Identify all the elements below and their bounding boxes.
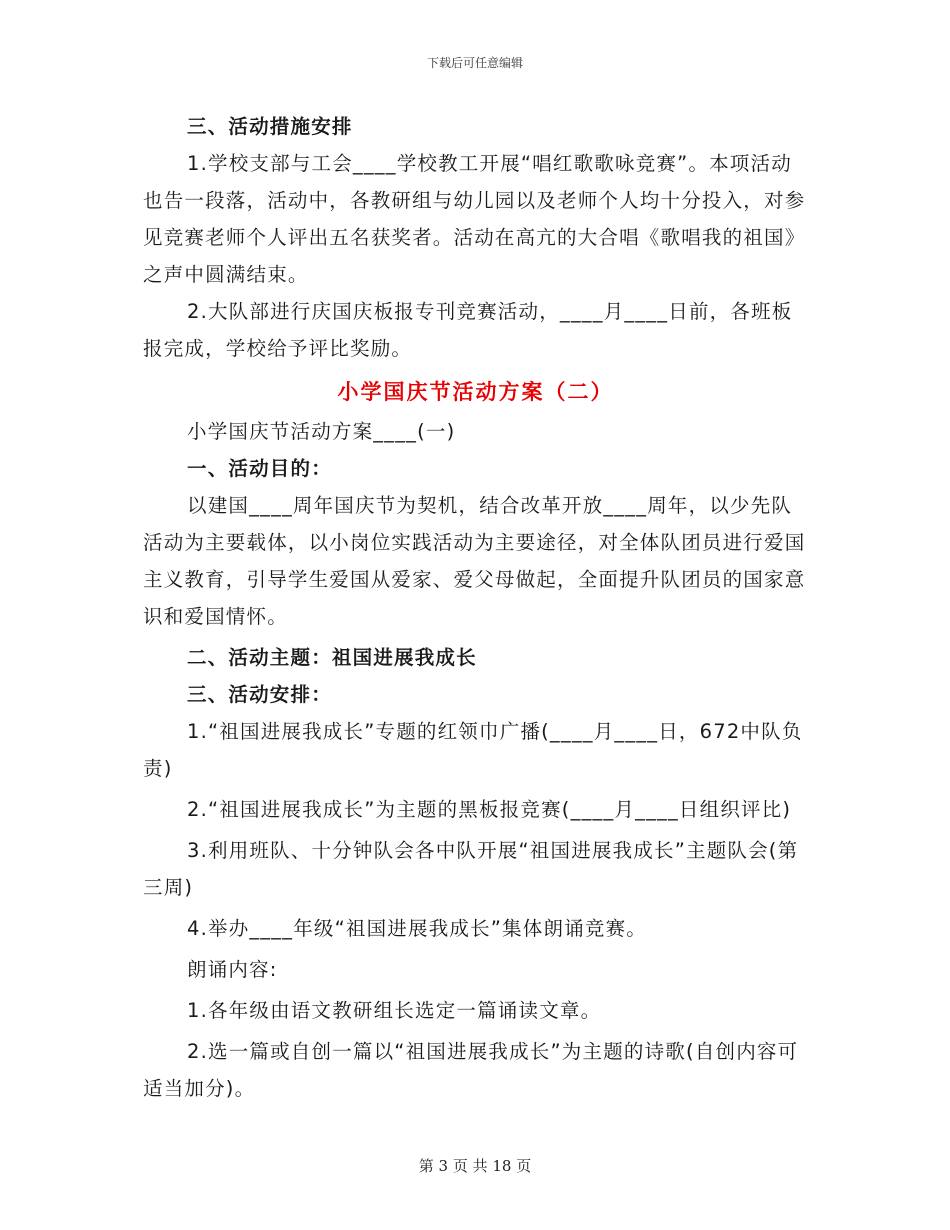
recite-item-1: 1.各年级由语文教研组长选定一篇诵读文章。 bbox=[187, 999, 602, 1022]
document-title: 小学国庆节活动方案（二） bbox=[337, 380, 614, 404]
arrangement-item-2: 2.“祖国进展我成长”为主题的黑板报竞赛(____月____日组织评比) bbox=[187, 798, 792, 821]
arrangement-item-3: 3.利用班队、十分钟队会各中队开展“祖国进展我成长”主题队会(第三周) bbox=[143, 839, 799, 899]
arrangement-item-1: 1.“祖国进展我成长”专题的红领巾广播(____月____日，672中队负责) bbox=[143, 720, 803, 780]
recite-item-2: 2.选一篇或自创一篇以“祖国进展我成长”为主题的诗歌(自创内容可适当加分)。 bbox=[143, 1040, 799, 1100]
arrangement-item-4: 4.举办____年级“祖国进展我成长”集体朗诵竞赛。 bbox=[187, 917, 648, 940]
header-note: 下载后可任意编辑 bbox=[426, 56, 523, 70]
paragraph-purpose: 以建国____周年国庆节为契机，结合改革开放____周年，以少先队活动为主要载体，以小岗位实践活动为主要途径，对全体队团员进行爱国主义教育，引导学生爱国从爱家、爱父母做起，全面提升队团员的国家意识和爱国情怀。 bbox=[143, 494, 806, 628]
paragraph-measure-1: 1.学校支部与工会____学校教工开展“唱红歌歌咏竞赛”。本项活动也告一段落，活动中，各教研组与幼儿园以及老师个人均十分投入，对参见竞赛老师个人评出五名获奖者。活动在高亢的大合唱《歌唱我的祖国》之声中圆满结束。 bbox=[143, 152, 806, 286]
section-heading-purpose: 一、活动目的： bbox=[187, 457, 332, 480]
document-body bbox=[143, 108, 808, 1107]
section-heading-arrangement: 三、活动安排： bbox=[187, 683, 332, 706]
recite-label: 朗诵内容: bbox=[187, 958, 278, 981]
document-subtitle: 小学国庆节活动方案____(一) bbox=[187, 420, 456, 443]
page-footer: 第 3 页 共 18 页 bbox=[418, 1157, 532, 1175]
section-heading-measures: 三、活动措施安排 bbox=[187, 115, 353, 138]
paragraph-measure-2: 2.大队部进行庆国庆板报专刊竞赛活动，____月____日前，各班板报完成，学校给予评比奖励。 bbox=[143, 300, 793, 360]
section-heading-theme: 二、活动主题：祖国进展我成长 bbox=[187, 646, 477, 669]
